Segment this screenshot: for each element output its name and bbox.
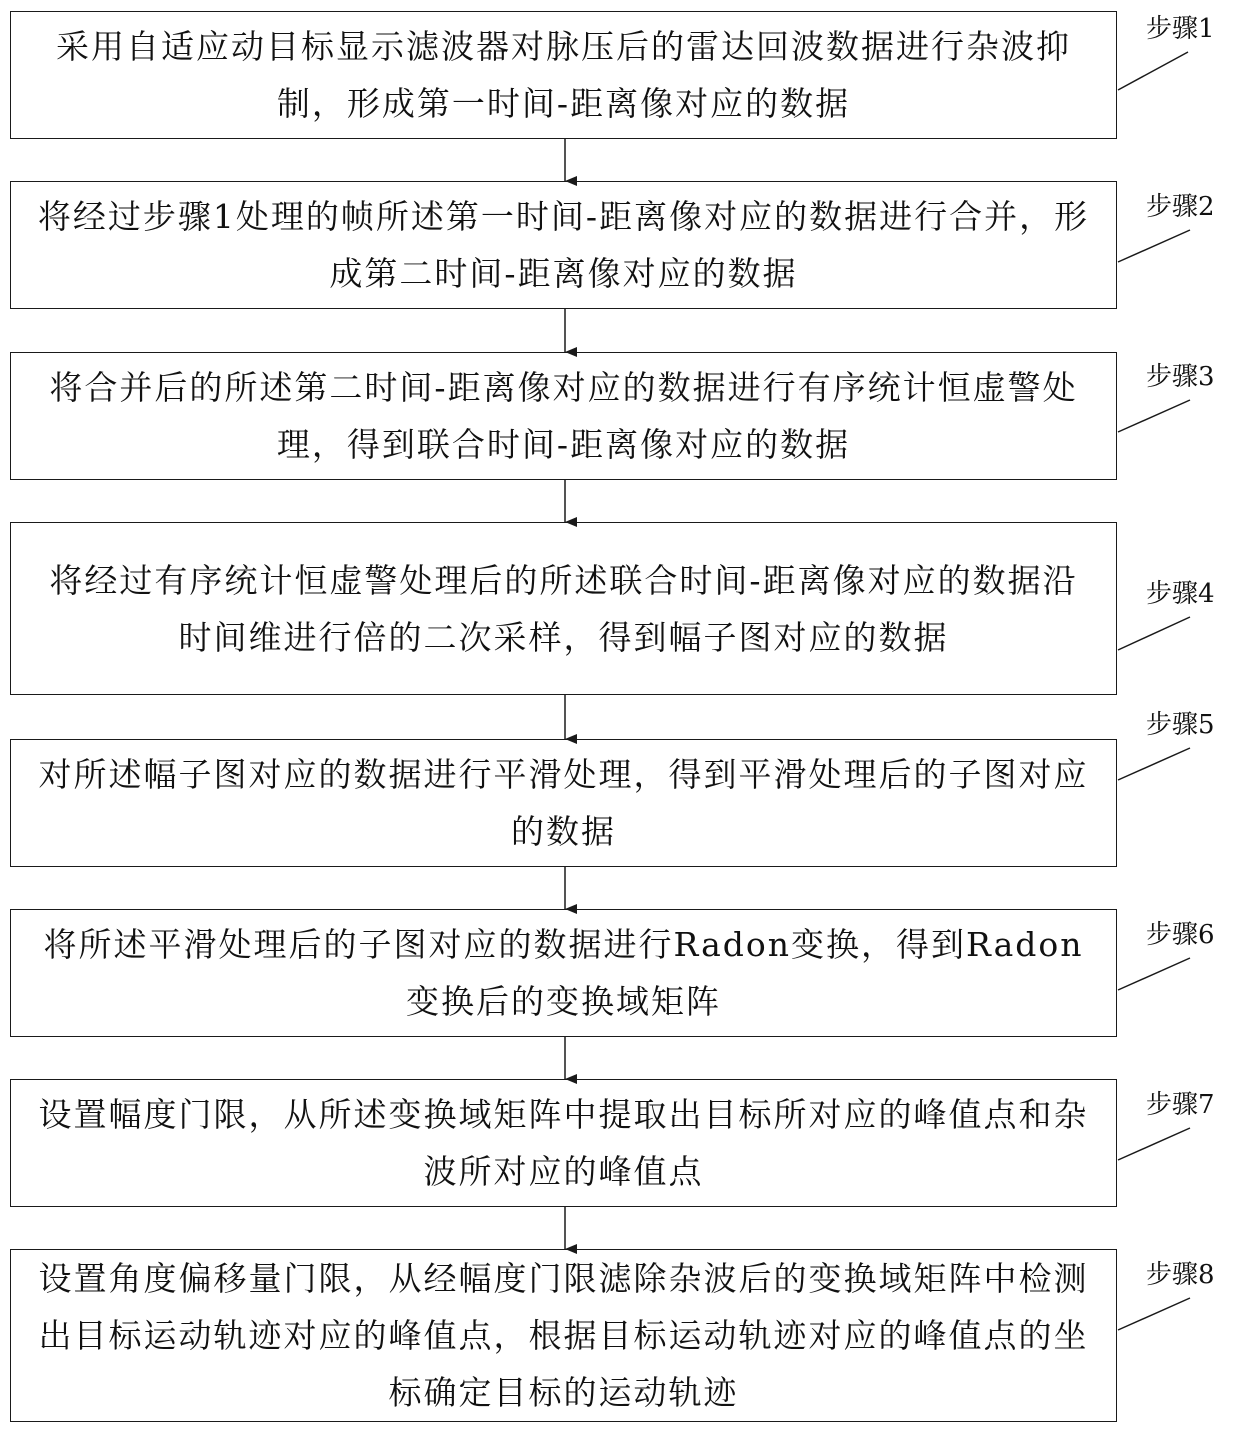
leader-line-3 <box>1118 400 1190 432</box>
step-1-label: 步骤1 <box>1146 14 1215 44</box>
leader-line-1 <box>1118 52 1188 90</box>
leader-line-8 <box>1118 1298 1190 1330</box>
leader-line-6 <box>1118 958 1190 990</box>
step-1-text: 采用自适应动目标显示滤波器对脉压后的雷达回波数据进行杂波抑制，形成第一时间-距离像对应的数据 <box>56 27 1071 123</box>
step-7-text: 设置幅度门限，从所述变换域矩阵中提取出目标所对应的峰值点和杂波所对应的峰值点 <box>38 1095 1089 1191</box>
step-3-label: 步骤3 <box>1146 362 1215 392</box>
step-7-label: 步骤7 <box>1146 1090 1215 1120</box>
step-4-text: 将经过有序统计恒虚警处理后的所述联合时间-距离像对应的数据沿时间维进行倍的二次采样，得到幅子图对应的数据 <box>49 560 1078 657</box>
step-2-label: 步骤2 <box>1146 192 1215 222</box>
leader-line-4 <box>1118 617 1190 650</box>
step-5-label: 步骤5 <box>1146 710 1215 740</box>
leader-line-2 <box>1118 230 1190 262</box>
step-6-label: 步骤6 <box>1146 920 1215 950</box>
step-3-text: 将合并后的所述第二时间-距离像对应的数据进行有序统计恒虚警处理，得到联合时间-距离像对应的数据 <box>49 368 1078 464</box>
leader-line-5 <box>1118 748 1190 780</box>
leader-line-7 <box>1118 1128 1190 1160</box>
step-5-text: 对所述幅子图对应的数据进行平滑处理，得到平滑处理后的子图对应的数据 <box>38 755 1089 851</box>
step-4-label: 步骤4 <box>1146 579 1215 609</box>
step-6-text: 将所述平滑处理后的子图对应的数据进行Radon变换，得到Radon变换后的变换域矩阵 <box>43 925 1084 1021</box>
step-8-text: 设置角度偏移量门限，从经幅度门限滤除杂波后的变换域矩阵中检测出目标运动轨迹对应的峰值点，根据目标运动轨迹对应的峰值点的坐标确定目标的运动轨迹 <box>38 1259 1089 1412</box>
step-8-label: 步骤8 <box>1146 1260 1215 1290</box>
step-2-text: 将经过步骤1处理的帧所述第一时间-距离像对应的数据进行合并，形成第二时间-距离像对应的数据 <box>37 197 1090 293</box>
